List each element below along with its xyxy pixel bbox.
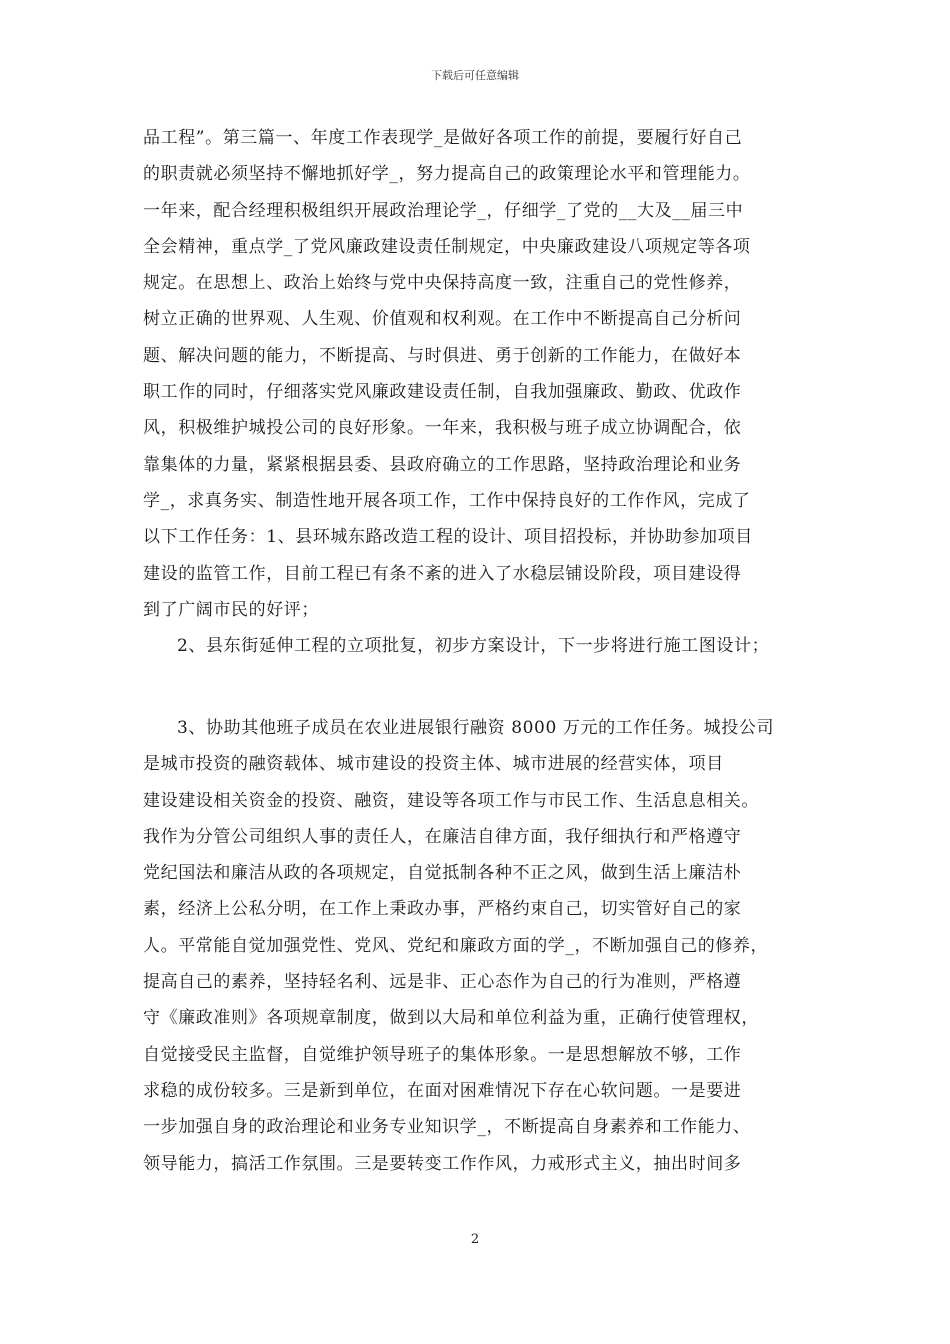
paragraph-first-line: 3、协助其他班子成员在农业进展银行融资 8000 万元的工作任务。城投公司 [177, 718, 775, 738]
text-line: 建设的监管工作，目前工程已有条不紊的进入了水稳层铺设阶段，项目建设得 [143, 563, 742, 584]
text-line: 树立正确的世界观、人生观、价值观和权利观。在工作中不断提高自己分析问 [143, 309, 742, 330]
body-text-block-1 [143, 120, 808, 664]
text-line: 建设建设相关资金的投资、融资，建设等各项工作与市民工作、生活息息相关。 [143, 790, 759, 811]
text-line: 学_，求真务实、制造性地开展各项工作，工作中保持良好的工作作风，完成了 [143, 490, 751, 511]
text-line: 靠集体的力量，紧紧根据县委、县政府确立的工作思路，坚持政治理论和业务 [143, 454, 742, 475]
text-line: 规定。在思想上、政治上始终与党中央保持高度一致，注重自己的党性修养， [143, 273, 742, 294]
text-line: 是城市投资的融资载体、城市建设的投资主体、城市进展的经营实体，项目 [143, 754, 724, 775]
text-line: 党纪国法和廉洁从政的各项规定，自觉抵制各种不正之风，做到生活上廉洁朴 [143, 863, 742, 884]
page-number: 2 [470, 1232, 480, 1247]
text-line: 职工作的同时，仔细落实党风廉政建设责任制，自我加强廉政、勤政、优政作 [143, 382, 742, 403]
text-line: 到了广阔市民的好评； [143, 599, 319, 620]
text-line: 一步加强自身的政治理论和业务专业知识学_，不断提高自身素养和工作能力、 [143, 1117, 751, 1138]
text-line: 求稳的成份较多。三是新到单位，在面对困难情况下存在心软问题。一是要进 [143, 1080, 742, 1101]
text-line: 一年来，配合经理积极组织开展政治理论学_，仔细学_了党的__大及__届三中 [143, 200, 744, 221]
text-line: 提高自己的素养，坚持轻名利、远是非、正心态作为自己的行为准则，严格遵 [143, 972, 742, 993]
text-line: 以下工作任务：1、县环城东路改造工程的设计、项目招投标，并协助参加项目 [143, 527, 753, 548]
text-line: 素，经济上公私分明，在工作上秉政办事，严格约束自己，切实管好自己的家 [143, 899, 742, 920]
text-line: 我作为分管公司组织人事的责任人，在廉洁自律方面，我仔细执行和严格遵守 [143, 826, 742, 847]
paragraph-first-line: 2、县东街延伸工程的立项批复，初步方案设计，下一步将进行施工图设计； [177, 636, 770, 657]
text-line: 领导能力，搞活工作氛围。三是要转变工作作风，力戒形式主义，抽出时间多 [143, 1153, 742, 1174]
text-line: 自觉接受民主监督，自觉维护领导班子的集体形象。一是思想解放不够，工作 [143, 1044, 742, 1065]
text-line: 全会精神，重点学_了党风廉政建设责任制规定，中央廉政建设八项规定等各项 [143, 236, 751, 257]
page-header-note: 下载后可任意编辑 [431, 69, 519, 82]
text-line: 守《廉政准则》各项规章制度，做到以大局和单位利益为重，正确行使管理权， [143, 1008, 759, 1029]
text-line: 的职责就必须坚持不懈地抓好学_，努力提高自己的政策理论水平和管理能力。 [143, 164, 751, 185]
text-line: 题、解决问题的能力，不断提高、与时俱进、勇于创新的工作能力，在做好本 [143, 345, 742, 366]
text-line: 风，积极维护城投公司的良好形象。一年来，我积极与班子成立协调配合，依 [143, 418, 742, 439]
body-text-block-2 [143, 710, 808, 1182]
text-line: 人。平常能自觉加强党性、党风、党纪和廉政方面的学_，不断加强自己的修养， [143, 935, 769, 956]
text-line: 品工程”。第三篇一、年度工作表现学_是做好各项工作的前提，要履行好自己 [143, 128, 743, 148]
